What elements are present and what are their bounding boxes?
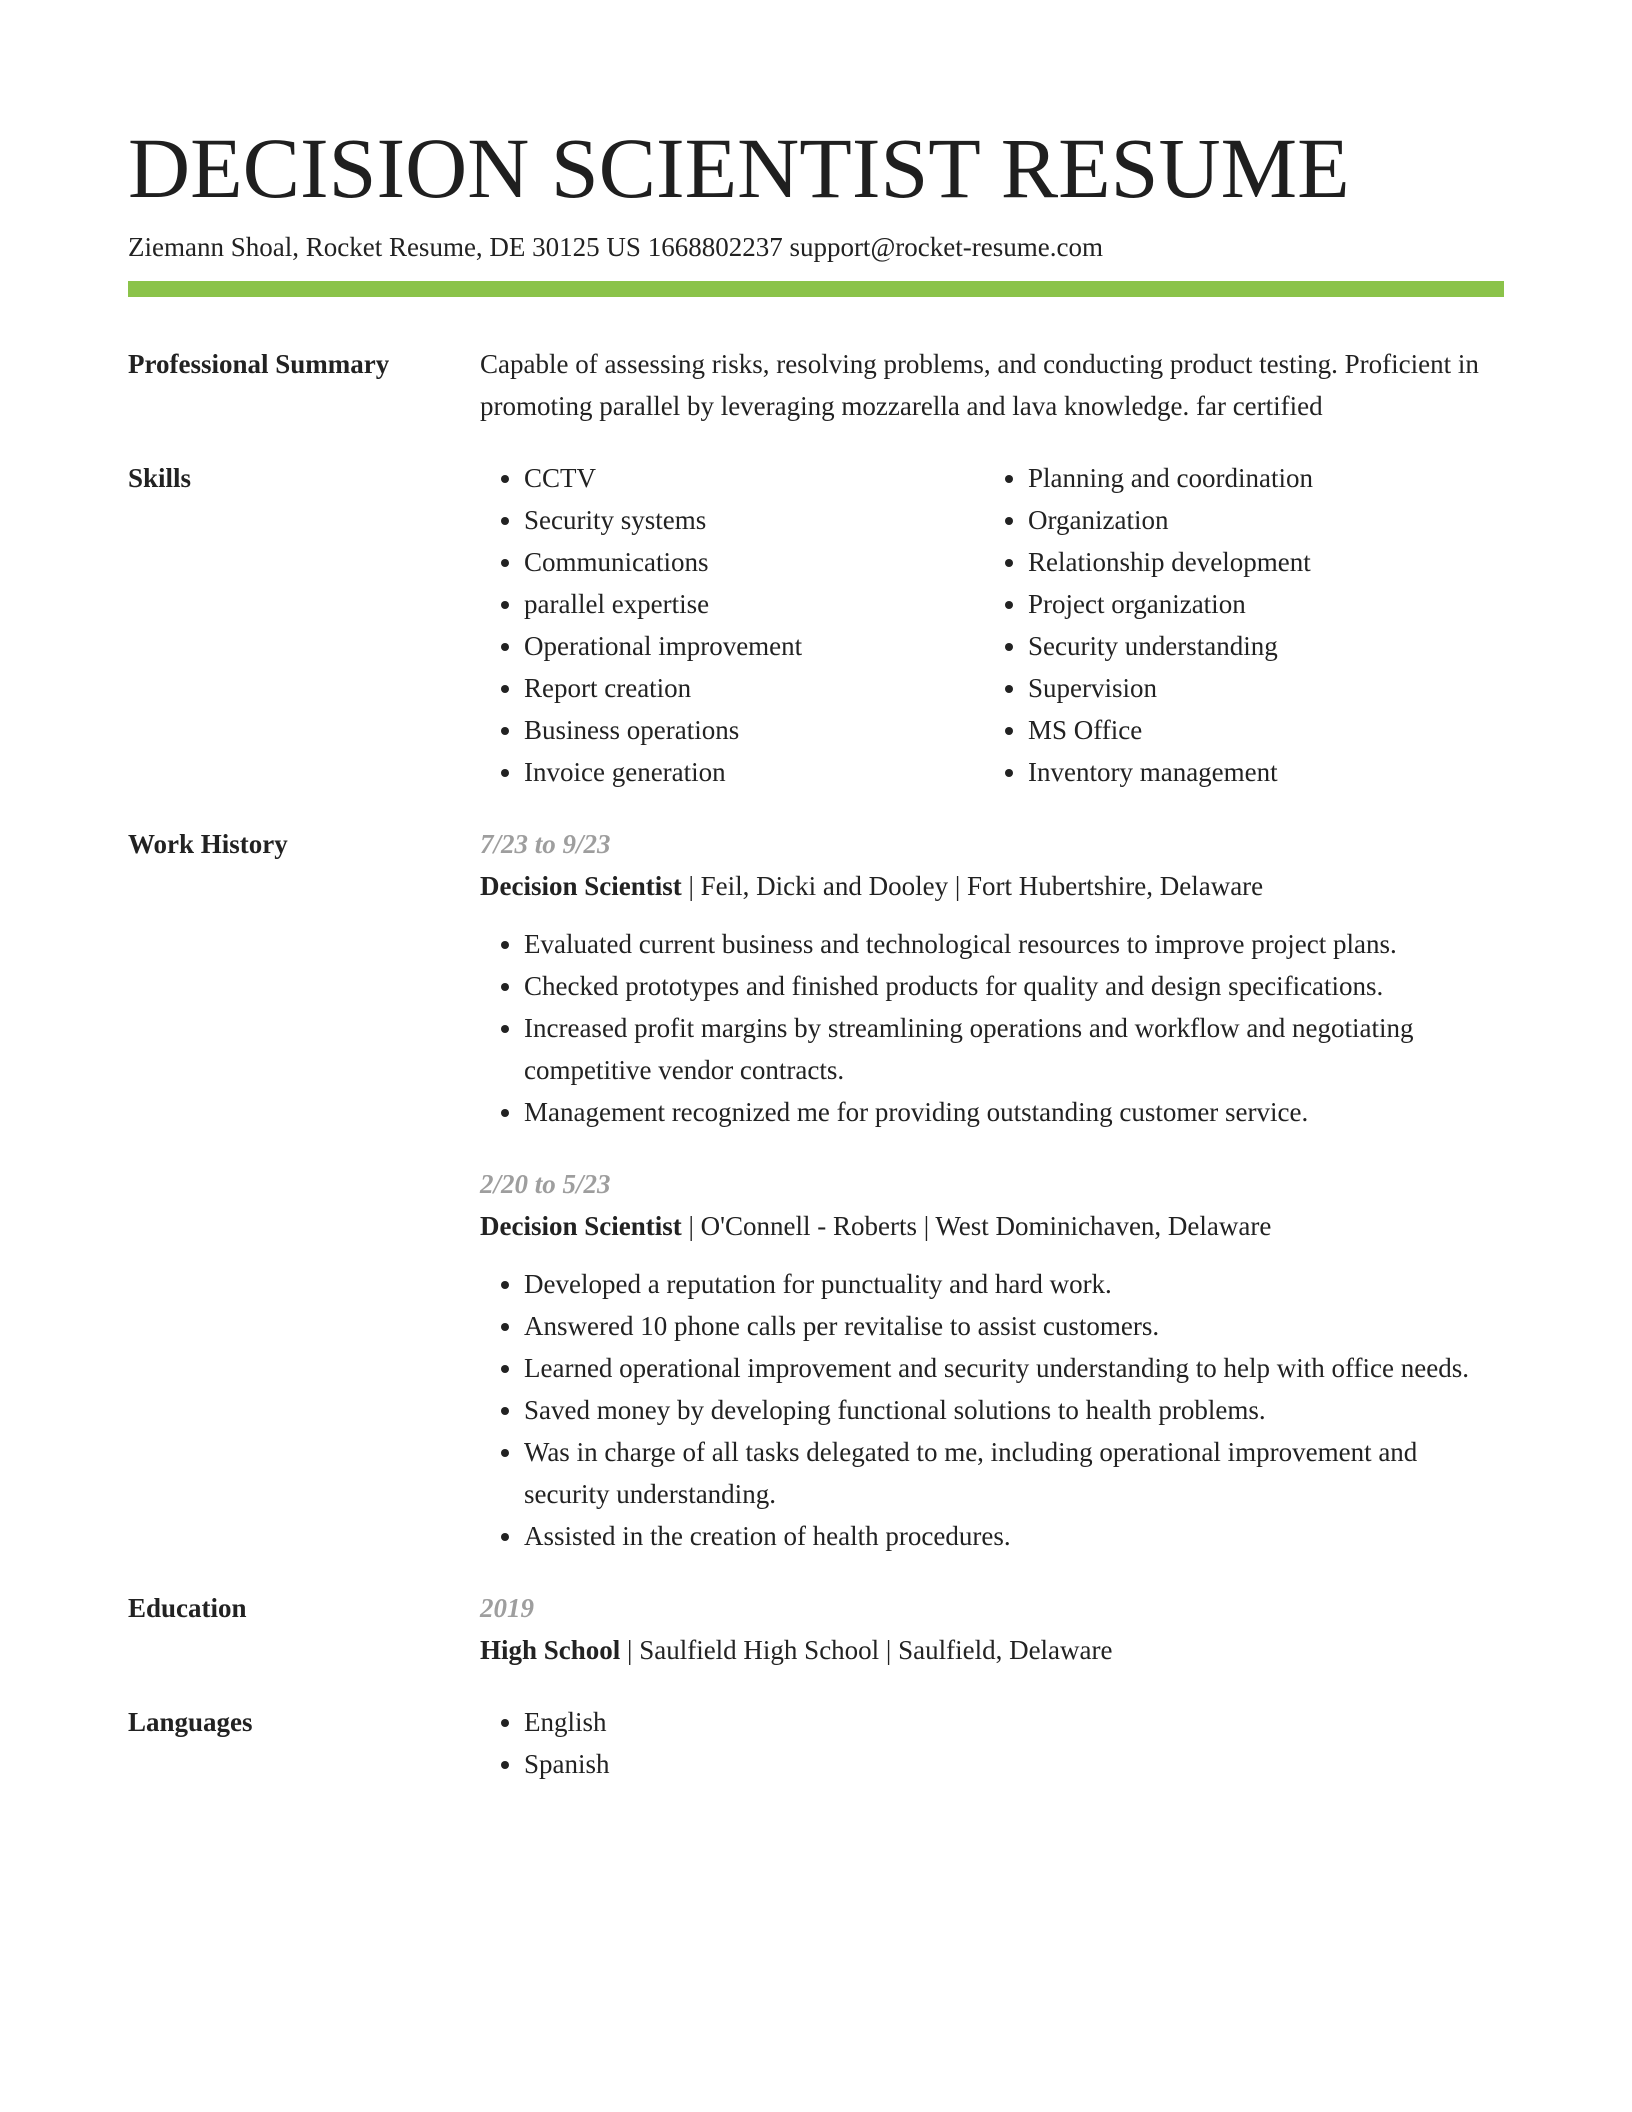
work-body <box>480 823 1504 1557</box>
education-year: 2019 <box>480 1593 534 1623</box>
contact-phone: 1668802237 <box>647 232 783 262</box>
languages-list <box>480 1701 1504 1785</box>
education-heading <box>480 1629 1504 1671</box>
job-bullets <box>480 1263 1504 1557</box>
skill-item: • Security understanding <box>1028 625 1548 667</box>
contact-address: Ziemann Shoal, Rocket Resume, DE 30125 US <box>128 232 641 262</box>
skill-item: • Report creation <box>524 667 984 709</box>
summary-text: Capable of assessing risks, resolving problems, and conducting product testing. Proficient in promoting parallel by leveraging mozzarella and lava knowledge. far certified <box>480 349 1479 421</box>
job-heading <box>480 1205 1504 1247</box>
job-dates: 7/23 to 9/23 <box>480 829 611 859</box>
job-details: | O'Connell - Roberts | West Dominichaven, Delaware <box>681 1211 1272 1241</box>
job-bullet: • Was in charge of all tasks delegated to me, including operational improvement and security understanding. <box>524 1431 1504 1515</box>
skill-item: • Invoice generation <box>524 751 984 793</box>
job-role: Decision Scientist <box>480 871 682 901</box>
work-label: Work History <box>128 829 288 859</box>
skill-item: • CCTV <box>524 457 984 499</box>
job-bullets <box>480 923 1504 1133</box>
languages-label: Languages <box>128 1707 253 1737</box>
skills-body <box>480 457 1504 793</box>
skill-item: • Inventory management <box>1028 751 1548 793</box>
job-bullet: • Checked prototypes and finished products for quality and design specifications. <box>524 965 1504 1007</box>
language-item: • English <box>524 1701 1504 1743</box>
skill-item: • Supervision <box>1028 667 1548 709</box>
skill-item: • Security systems <box>524 499 984 541</box>
job-role: Decision Scientist <box>480 1211 682 1241</box>
language-item: • Spanish <box>524 1743 1504 1785</box>
skills-label: Skills <box>128 463 192 493</box>
skills-list-right <box>984 457 1548 793</box>
job-bullet: • Saved money by developing functional solutions to health problems. <box>524 1389 1504 1431</box>
languages-section <box>128 1701 1504 1785</box>
job-bullet: • Assisted in the creation of health procedures. <box>524 1515 1504 1557</box>
job-heading <box>480 865 1504 907</box>
summary-body <box>480 343 1504 427</box>
skill-item: • parallel expertise <box>524 583 984 625</box>
education-label: Education <box>128 1593 247 1623</box>
education-details: | Saulfield High School | Saulfield, Delaware <box>620 1635 1113 1665</box>
resume-title: DECISION SCIENTIST RESUME <box>128 120 1350 216</box>
education-body <box>480 1587 1504 1671</box>
education-degree: High School <box>480 1635 621 1665</box>
skill-item: • Relationship development <box>1028 541 1548 583</box>
job-bullet: • Learned operational improvement and security understanding to help with office needs. <box>524 1347 1504 1389</box>
header-divider <box>128 281 1504 297</box>
skills-section <box>128 457 1504 793</box>
job-bullet: • Developed a reputation for punctuality and hard work. <box>524 1263 1504 1305</box>
skill-item: • Planning and coordination <box>1028 457 1548 499</box>
education-section <box>128 1587 1504 1671</box>
resume-page <box>128 118 1504 1785</box>
skill-item: • Business operations <box>524 709 984 751</box>
job-details: | Feil, Dicki and Dooley | Fort Hubertshire, Delaware <box>681 871 1264 901</box>
job-bullet: • Evaluated current business and technological resources to improve project plans. <box>524 923 1504 965</box>
summary-label: Professional Summary <box>128 349 390 379</box>
work-section <box>128 823 1504 1557</box>
contact-email: support@rocket-resume.com <box>789 232 1103 262</box>
job-entry <box>480 823 1504 1133</box>
languages-body <box>480 1701 1504 1785</box>
job-bullet: • Increased profit margins by streamlining operations and workflow and negotiating competitive vendor contracts. <box>524 1007 1504 1091</box>
skill-item: • MS Office <box>1028 709 1548 751</box>
contact-line <box>128 229 1504 265</box>
skill-item: • Communications <box>524 541 984 583</box>
skills-list-left <box>480 457 984 793</box>
job-entry <box>480 1163 1504 1557</box>
job-bullet: • Management recognized me for providing outstanding customer service. <box>524 1091 1504 1133</box>
job-dates: 2/20 to 5/23 <box>480 1169 611 1199</box>
skill-item: • Operational improvement <box>524 625 984 667</box>
summary-section <box>128 343 1504 427</box>
skill-item: • Project organization <box>1028 583 1548 625</box>
job-bullet: • Answered 10 phone calls per revitalise to assist customers. <box>524 1305 1504 1347</box>
skill-item: • Organization <box>1028 499 1548 541</box>
